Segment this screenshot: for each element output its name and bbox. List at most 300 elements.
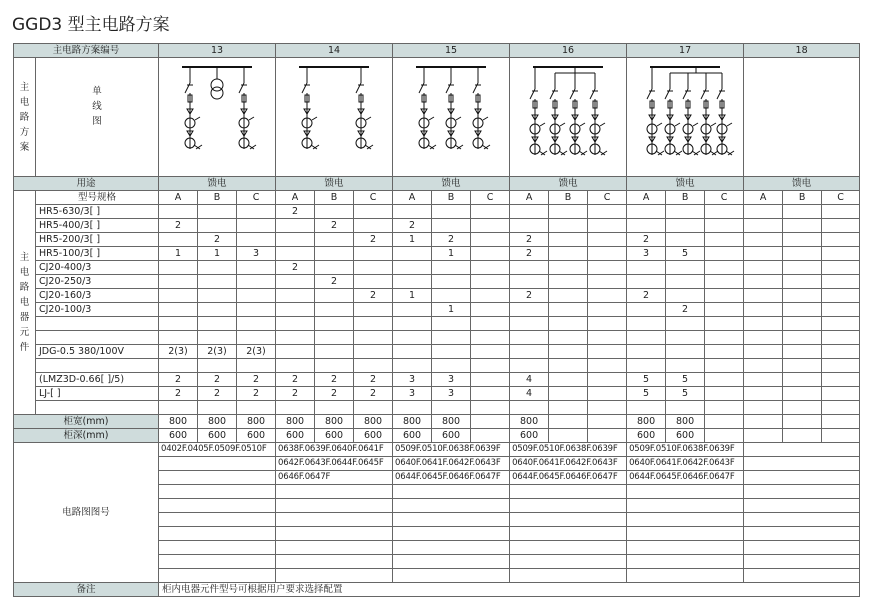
component-qty bbox=[510, 275, 549, 289]
circuit-diagram-number bbox=[627, 485, 744, 499]
circuit-diagram-number bbox=[510, 555, 627, 569]
component-qty bbox=[354, 275, 393, 289]
component-qty bbox=[471, 303, 510, 317]
phase-column-header: A bbox=[744, 191, 783, 205]
component-qty bbox=[705, 387, 744, 401]
component-qty bbox=[627, 219, 666, 233]
component-qty bbox=[276, 303, 315, 317]
component-qty bbox=[705, 331, 744, 345]
component-qty bbox=[666, 219, 705, 233]
vertical-label: 主 电 路 电 器 元 件 bbox=[19, 252, 30, 353]
component-qty bbox=[276, 233, 315, 247]
component-qty bbox=[549, 387, 588, 401]
component-qty bbox=[393, 317, 432, 331]
component-qty bbox=[588, 359, 627, 373]
component-qty: 2 bbox=[159, 219, 198, 233]
component-qty bbox=[276, 359, 315, 373]
component-qty bbox=[549, 275, 588, 289]
width-value bbox=[549, 415, 588, 429]
table-row bbox=[14, 219, 860, 233]
component-qty bbox=[588, 317, 627, 331]
component-qty bbox=[588, 247, 627, 261]
component-qty bbox=[237, 275, 276, 289]
component-qty bbox=[822, 247, 860, 261]
component-qty bbox=[471, 373, 510, 387]
component-qty: 5 bbox=[666, 247, 705, 261]
component-qty: 5 bbox=[627, 373, 666, 387]
component-qty bbox=[315, 289, 354, 303]
component-qty bbox=[354, 317, 393, 331]
component-qty bbox=[744, 275, 783, 289]
component-qty bbox=[510, 205, 549, 219]
component-qty bbox=[198, 219, 237, 233]
component-qty bbox=[588, 233, 627, 247]
component-qty bbox=[315, 261, 354, 275]
component-qty bbox=[510, 331, 549, 345]
phase-column-header: C bbox=[822, 191, 860, 205]
circuit-diagram-number bbox=[744, 569, 860, 583]
component-qty: 2 bbox=[237, 387, 276, 401]
component-qty bbox=[627, 205, 666, 219]
component-qty bbox=[783, 289, 822, 303]
circuit-diagram-number bbox=[510, 541, 627, 555]
width-value: 800 bbox=[276, 415, 315, 429]
component-qty bbox=[354, 219, 393, 233]
circuit-diagram-number bbox=[627, 555, 744, 569]
component-qty: 3 bbox=[393, 373, 432, 387]
circuit-diagram-number bbox=[159, 555, 276, 569]
component-qty bbox=[237, 331, 276, 345]
single-line-diagram-label bbox=[36, 58, 159, 177]
component-qty bbox=[393, 261, 432, 275]
component-qty bbox=[393, 275, 432, 289]
component-qty bbox=[159, 303, 198, 317]
component-qty bbox=[783, 205, 822, 219]
circuit-diagram-number bbox=[159, 541, 276, 555]
circuit-diagram-number bbox=[627, 569, 744, 583]
component-qty bbox=[783, 247, 822, 261]
component-qty bbox=[588, 303, 627, 317]
circuit-diagram-number: 0402F.0405F.0509F.0510F bbox=[159, 443, 276, 457]
single-line-diagram-15 bbox=[393, 58, 510, 177]
component-qty bbox=[393, 331, 432, 345]
circuit-diagram-number: 0646F.0647F bbox=[276, 471, 393, 485]
component-qty bbox=[432, 289, 471, 303]
width-value: 800 bbox=[198, 415, 237, 429]
usage-value: 馈电 bbox=[276, 177, 393, 191]
single-line-diagram-17 bbox=[627, 58, 744, 177]
component-qty bbox=[198, 331, 237, 345]
table-row bbox=[14, 233, 860, 247]
component-qty: 1 bbox=[393, 233, 432, 247]
component-qty bbox=[471, 233, 510, 247]
component-qty bbox=[744, 247, 783, 261]
component-qty bbox=[705, 205, 744, 219]
component-qty bbox=[159, 289, 198, 303]
table-row bbox=[14, 289, 860, 303]
phase-column-header: B bbox=[432, 191, 471, 205]
component-qty bbox=[705, 275, 744, 289]
component-qty: 2 bbox=[666, 303, 705, 317]
width-value: 800 bbox=[354, 415, 393, 429]
component-qty bbox=[432, 275, 471, 289]
table-row bbox=[14, 303, 860, 317]
component-qty: 2 bbox=[315, 275, 354, 289]
depth-value: 600 bbox=[276, 429, 315, 443]
component-qty: 4 bbox=[510, 387, 549, 401]
component-qty bbox=[237, 233, 276, 247]
component-qty: 1 bbox=[432, 247, 471, 261]
width-label: 柜宽(mm) bbox=[14, 415, 159, 429]
circuit-diagram-number bbox=[276, 485, 393, 499]
circuit-diagram-number bbox=[393, 513, 510, 527]
component-qty: 2(3) bbox=[198, 345, 237, 359]
component-qty bbox=[237, 219, 276, 233]
component-qty bbox=[822, 317, 860, 331]
table-row bbox=[14, 583, 860, 597]
circuit-diagram-number bbox=[744, 513, 860, 527]
depth-value: 600 bbox=[159, 429, 198, 443]
component-qty bbox=[549, 373, 588, 387]
phase-column-header: A bbox=[627, 191, 666, 205]
component-qty bbox=[666, 289, 705, 303]
component-qty bbox=[471, 401, 510, 415]
table-row bbox=[14, 345, 860, 359]
component-qty bbox=[198, 205, 237, 219]
component-qty bbox=[315, 345, 354, 359]
component-qty bbox=[744, 205, 783, 219]
component-qty: 3 bbox=[627, 247, 666, 261]
component-qty bbox=[159, 205, 198, 219]
component-qty: 5 bbox=[666, 387, 705, 401]
usage-value: 馈电 bbox=[627, 177, 744, 191]
component-qty bbox=[276, 331, 315, 345]
component-qty bbox=[783, 317, 822, 331]
depth-value: 600 bbox=[393, 429, 432, 443]
single-line-diagram-16 bbox=[510, 58, 627, 177]
circuit-diagram-number bbox=[744, 471, 860, 485]
depth-value: 600 bbox=[354, 429, 393, 443]
component-qty bbox=[627, 261, 666, 275]
usage-value: 馈电 bbox=[744, 177, 860, 191]
phase-column-header: B bbox=[666, 191, 705, 205]
component-qty: 2 bbox=[354, 233, 393, 247]
table-row bbox=[14, 205, 860, 219]
component-qty: 2(3) bbox=[237, 345, 276, 359]
phase-column-header: B bbox=[783, 191, 822, 205]
circuit-diagram-number: 0638F.0639F.0640F.0641F bbox=[276, 443, 393, 457]
component-qty bbox=[783, 387, 822, 401]
component-qty bbox=[237, 303, 276, 317]
phase-column-header: B bbox=[315, 191, 354, 205]
phase-column-header: B bbox=[198, 191, 237, 205]
component-qty bbox=[666, 317, 705, 331]
component-qty bbox=[588, 373, 627, 387]
component-qty bbox=[432, 331, 471, 345]
component-qty: 1 bbox=[393, 289, 432, 303]
component-qty bbox=[198, 401, 237, 415]
component-qty: 1 bbox=[159, 247, 198, 261]
component-qty bbox=[237, 261, 276, 275]
component-qty bbox=[744, 303, 783, 317]
circuit-diagram-number bbox=[276, 555, 393, 569]
phase-column-header: C bbox=[705, 191, 744, 205]
component-qty bbox=[432, 359, 471, 373]
circuit-diagram-number bbox=[393, 569, 510, 583]
component-qty bbox=[822, 345, 860, 359]
component-qty: 2 bbox=[627, 289, 666, 303]
circuit-diagram-number: 0509F.0510F.0638F.0639F bbox=[627, 443, 744, 457]
component-qty bbox=[666, 205, 705, 219]
component-qty bbox=[393, 401, 432, 415]
component-qty bbox=[471, 289, 510, 303]
component-qty bbox=[471, 387, 510, 401]
component-qty bbox=[666, 359, 705, 373]
component-qty bbox=[510, 401, 549, 415]
component-qty: 3 bbox=[432, 387, 471, 401]
circuit-diagram-number: 0640F.0641F.0642F.0643F bbox=[510, 457, 627, 471]
width-value: 800 bbox=[315, 415, 354, 429]
circuit-diagram-number: 0642F.0643F.0644F.0645F bbox=[276, 457, 393, 471]
component-qty: 2 bbox=[198, 233, 237, 247]
component-qty bbox=[822, 401, 860, 415]
component-qty bbox=[783, 261, 822, 275]
scheme-number: 16 bbox=[510, 44, 627, 58]
circuit-diagram-number bbox=[510, 485, 627, 499]
width-value bbox=[471, 415, 510, 429]
component-qty bbox=[510, 317, 549, 331]
component-name bbox=[36, 401, 159, 415]
component-qty bbox=[744, 331, 783, 345]
component-qty bbox=[822, 261, 860, 275]
component-qty bbox=[705, 289, 744, 303]
table-row bbox=[14, 359, 860, 373]
phase-column-header: A bbox=[276, 191, 315, 205]
table-row bbox=[14, 275, 860, 289]
component-qty: 2 bbox=[627, 233, 666, 247]
component-qty: 3 bbox=[393, 387, 432, 401]
component-qty bbox=[744, 261, 783, 275]
component-qty bbox=[822, 219, 860, 233]
component-qty bbox=[432, 261, 471, 275]
component-qty: 1 bbox=[432, 303, 471, 317]
component-qty bbox=[432, 317, 471, 331]
component-name: CJ20-160/3 bbox=[36, 289, 159, 303]
scheme-number: 17 bbox=[627, 44, 744, 58]
vertical-label: 单 线 图 bbox=[92, 86, 102, 127]
scheme-number: 18 bbox=[744, 44, 860, 58]
component-qty bbox=[588, 289, 627, 303]
width-value: 800 bbox=[237, 415, 276, 429]
circuit-diagram-number bbox=[510, 569, 627, 583]
table-row bbox=[14, 443, 860, 457]
component-qty bbox=[237, 401, 276, 415]
component-qty bbox=[549, 303, 588, 317]
component-qty: 3 bbox=[432, 373, 471, 387]
circuit-diagram-number bbox=[393, 499, 510, 513]
component-qty: 2 bbox=[354, 373, 393, 387]
usage-value: 馈电 bbox=[393, 177, 510, 191]
component-qty bbox=[315, 331, 354, 345]
component-qty: 5 bbox=[666, 373, 705, 387]
circuit-diagram-number bbox=[159, 457, 276, 471]
component-qty bbox=[276, 317, 315, 331]
depth-value bbox=[744, 429, 783, 443]
usage-label: 用途 bbox=[14, 177, 159, 191]
component-qty bbox=[315, 303, 354, 317]
component-qty bbox=[393, 359, 432, 373]
component-qty: 2 bbox=[159, 387, 198, 401]
component-qty bbox=[822, 275, 860, 289]
component-qty bbox=[744, 401, 783, 415]
component-name: CJ20-250/3 bbox=[36, 275, 159, 289]
component-qty bbox=[198, 289, 237, 303]
component-qty bbox=[237, 359, 276, 373]
phase-column-header: B bbox=[549, 191, 588, 205]
component-qty bbox=[666, 261, 705, 275]
scheme-table bbox=[13, 43, 860, 597]
circuit-diagram-number bbox=[276, 541, 393, 555]
table-row bbox=[14, 387, 860, 401]
table-row bbox=[14, 317, 860, 331]
component-qty bbox=[276, 289, 315, 303]
component-qty bbox=[237, 205, 276, 219]
width-value bbox=[783, 415, 822, 429]
component-qty bbox=[705, 247, 744, 261]
component-qty bbox=[705, 345, 744, 359]
circuit-diagram-number: 0644F.0645F.0646F.0647F bbox=[627, 471, 744, 485]
circuit-diagram-number bbox=[744, 555, 860, 569]
component-qty bbox=[198, 303, 237, 317]
component-qty bbox=[705, 373, 744, 387]
circuit-diagram-number bbox=[744, 457, 860, 471]
component-qty: 2 bbox=[237, 373, 276, 387]
component-qty bbox=[432, 401, 471, 415]
width-value bbox=[822, 415, 860, 429]
component-qty bbox=[276, 345, 315, 359]
component-qty bbox=[822, 373, 860, 387]
component-qty bbox=[510, 261, 549, 275]
component-qty bbox=[627, 331, 666, 345]
component-qty bbox=[744, 219, 783, 233]
component-qty bbox=[276, 219, 315, 233]
phase-column-header: C bbox=[237, 191, 276, 205]
component-qty bbox=[744, 317, 783, 331]
component-qty bbox=[705, 359, 744, 373]
component-qty bbox=[354, 303, 393, 317]
component-qty bbox=[783, 373, 822, 387]
component-qty bbox=[705, 261, 744, 275]
circuit-diagram-number bbox=[744, 485, 860, 499]
phase-column-header: C bbox=[588, 191, 627, 205]
component-qty bbox=[354, 359, 393, 373]
depth-value: 600 bbox=[510, 429, 549, 443]
circuit-diagram-number bbox=[393, 527, 510, 541]
component-qty bbox=[744, 373, 783, 387]
component-qty bbox=[744, 233, 783, 247]
component-qty bbox=[744, 359, 783, 373]
component-name: HR5-400/3[ ] bbox=[36, 219, 159, 233]
component-name: CJ20-100/3 bbox=[36, 303, 159, 317]
component-qty: 2 bbox=[198, 387, 237, 401]
depth-value bbox=[471, 429, 510, 443]
component-qty bbox=[783, 345, 822, 359]
component-qty bbox=[549, 261, 588, 275]
table-row bbox=[14, 401, 860, 415]
component-qty: 2 bbox=[393, 219, 432, 233]
component-name: HR5-200/3[ ] bbox=[36, 233, 159, 247]
component-qty bbox=[783, 303, 822, 317]
component-qty bbox=[549, 233, 588, 247]
component-qty bbox=[705, 317, 744, 331]
component-qty bbox=[159, 401, 198, 415]
component-qty bbox=[705, 401, 744, 415]
component-qty bbox=[627, 401, 666, 415]
component-qty bbox=[354, 401, 393, 415]
circuit-diagram-number bbox=[627, 541, 744, 555]
component-qty bbox=[510, 219, 549, 233]
circuit-diagram-number: 0640F.0641F.0642F.0643F bbox=[627, 457, 744, 471]
component-qty bbox=[588, 261, 627, 275]
component-qty bbox=[588, 345, 627, 359]
circuit-diagram-number bbox=[276, 499, 393, 513]
circuit-diagram-number bbox=[510, 513, 627, 527]
component-qty bbox=[315, 401, 354, 415]
component-qty bbox=[471, 247, 510, 261]
component-qty bbox=[744, 387, 783, 401]
component-qty bbox=[471, 331, 510, 345]
table-row bbox=[14, 261, 860, 275]
component-qty bbox=[471, 261, 510, 275]
component-name bbox=[36, 359, 159, 373]
circuit-diagram-number bbox=[159, 527, 276, 541]
component-qty bbox=[744, 289, 783, 303]
component-qty bbox=[744, 345, 783, 359]
main-circuit-components-label bbox=[14, 191, 36, 415]
component-qty bbox=[549, 219, 588, 233]
table-row bbox=[14, 415, 860, 429]
component-qty bbox=[393, 205, 432, 219]
circuit-diagram-number bbox=[159, 513, 276, 527]
component-qty: 2 bbox=[315, 373, 354, 387]
component-name: HR5-630/3[ ] bbox=[36, 205, 159, 219]
depth-value: 600 bbox=[315, 429, 354, 443]
component-qty bbox=[471, 345, 510, 359]
component-qty bbox=[549, 359, 588, 373]
component-name: CJ20-400/3 bbox=[36, 261, 159, 275]
circuit-diagram-number bbox=[159, 569, 276, 583]
component-qty bbox=[432, 345, 471, 359]
component-qty bbox=[432, 219, 471, 233]
width-value bbox=[744, 415, 783, 429]
depth-value bbox=[588, 429, 627, 443]
component-qty: 2 bbox=[510, 289, 549, 303]
component-qty: 2 bbox=[510, 233, 549, 247]
circuit-diagram-number bbox=[159, 485, 276, 499]
scheme-number: 15 bbox=[393, 44, 510, 58]
component-qty bbox=[354, 331, 393, 345]
component-qty bbox=[705, 233, 744, 247]
model-spec-label: 型号规格 bbox=[36, 191, 159, 205]
component-qty bbox=[627, 345, 666, 359]
component-qty bbox=[354, 205, 393, 219]
component-qty bbox=[783, 233, 822, 247]
phase-column-header: A bbox=[159, 191, 198, 205]
component-qty bbox=[159, 331, 198, 345]
component-qty bbox=[159, 317, 198, 331]
single-line-diagram-14 bbox=[276, 58, 393, 177]
component-qty: 1 bbox=[198, 247, 237, 261]
